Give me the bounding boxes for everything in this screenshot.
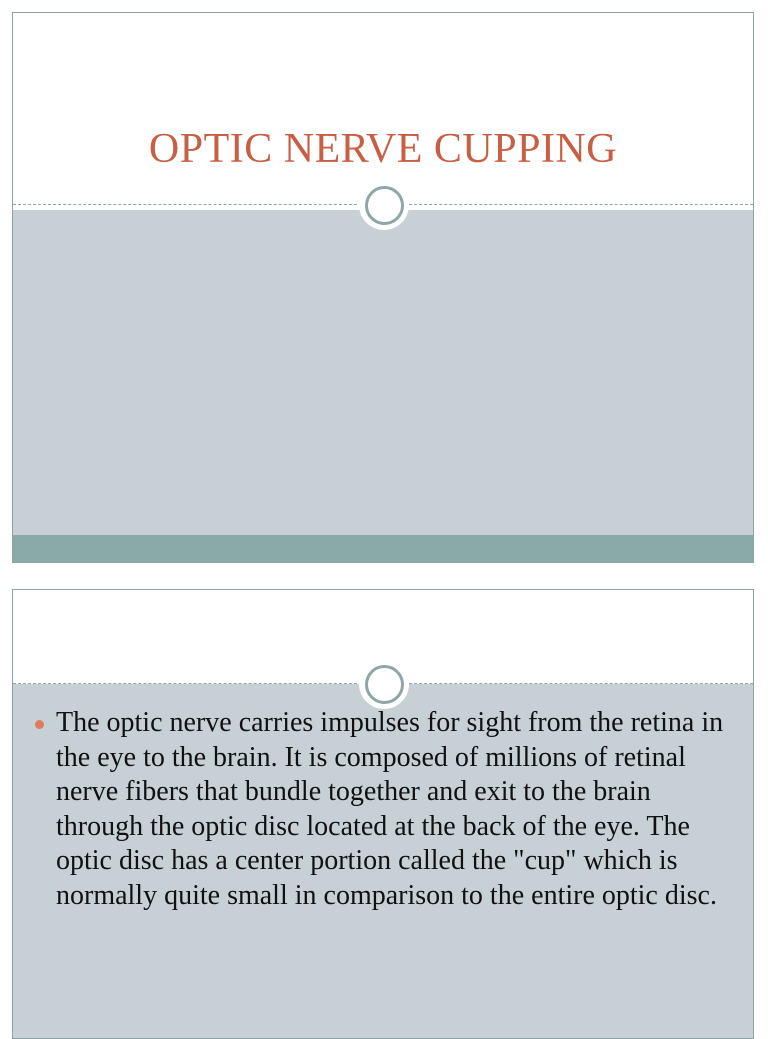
ring-icon: [365, 186, 404, 225]
content-slide: [12, 589, 754, 1039]
slide-title: OPTIC NERVE CUPPING: [148, 126, 618, 172]
title-slide: [12, 12, 754, 563]
list-item: [33, 706, 733, 913]
circle-ornament-icon: [359, 659, 409, 709]
bullet-text: The optic nerve carries impulses for sight from the retina in the eye to the brain. It is composed of millions of retinal nerve fibers that bundle together and exit to the brain through the optic disc located at the back of the eye. The optic disc has a center portion called the "cup" which is normally quite small in comparison to the entire optic disc.: [56, 707, 724, 911]
ring-icon: [365, 665, 404, 704]
footer-bar: [13, 535, 753, 562]
bullet-dot-icon: [35, 720, 44, 729]
bullet-list: [33, 706, 733, 913]
circle-ornament-icon: [359, 180, 409, 230]
